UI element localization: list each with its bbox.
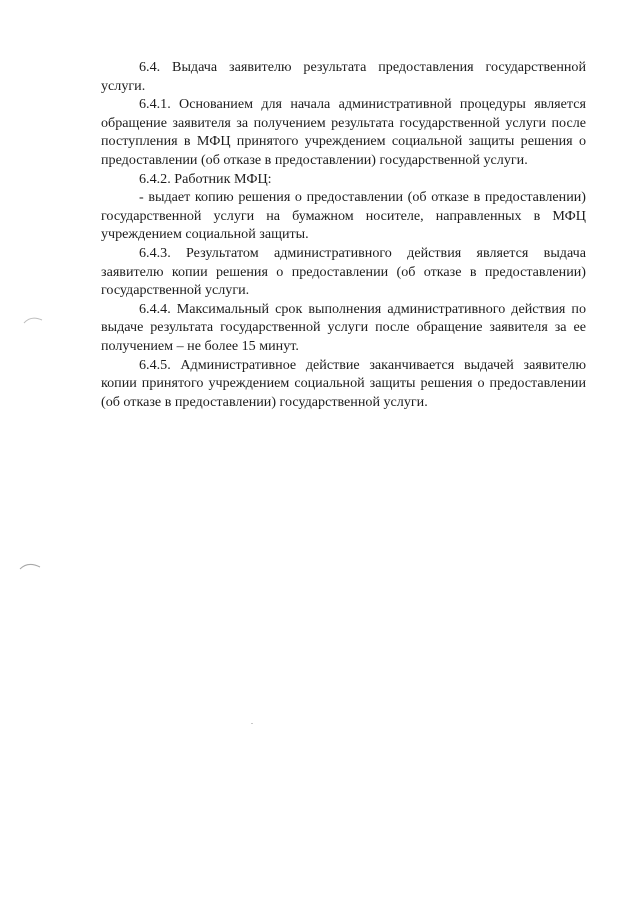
hole-punch-mark-bottom (18, 560, 42, 572)
paragraph-6-4-5: 6.4.5. Административное действие заканчивается выдачей заявителю копии принятого учреждением социальной защиты решения о предоставлении (об отказе в предоставлении) государственной услуги. (101, 356, 586, 410)
hole-punch-mark-top (22, 314, 44, 326)
paragraph-6-4-2: 6.4.2. Работник МФЦ: (139, 170, 272, 187)
paragraph-6-4-3: 6.4.3. Результатом административного действия является выдача заявителю копии решения о предоставлении (об отказе в предоставлении) государственной услуги. (101, 244, 586, 299)
paragraph-6-4-1: 6.4.1. Основанием для начала административной процедуры является обращение заявителя за получением результата государственной услуги после поступления в МФЦ принятого учреждением социальной защиты решения о предоставлении (об отказе в предоставлении) государственной услуги. (101, 96, 586, 168)
scan-dot (251, 723, 253, 724)
paragraph-6-4: 6.4. Выдача заявителю результата предоставления государственной услуги. (101, 59, 586, 94)
paragraph-6-4-2-item: - выдает копию решения о предоставлении (об отказе в предоставлении) государственной услуги на бумажном носителе, направленных в МФЦ учреждением социальной защиты. (101, 189, 586, 243)
paragraph-6-4-4: 6.4.4. Максимальный срок выполнения административного действия по выдаче результата государственной услуги после обращение заявителя за ее получением – не более 15 минут. (101, 300, 586, 354)
document-body (101, 58, 586, 411)
